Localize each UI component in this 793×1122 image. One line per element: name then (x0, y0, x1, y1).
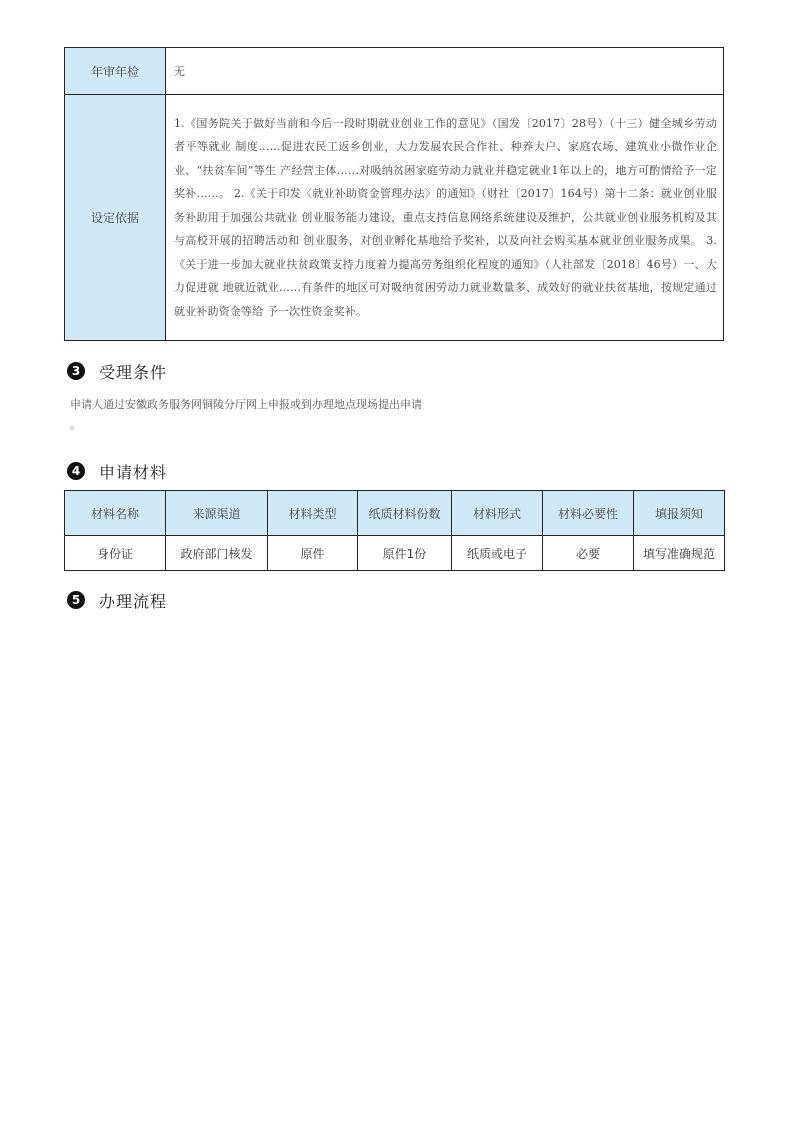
section-number-badge: 5 (67, 591, 85, 609)
acceptance-text-line1: 申请人通过安徽政务服务网铜陵分厅网上申报或到办理地点现场提出申请 (70, 398, 422, 411)
basis-cell (166, 95, 724, 341)
materials-header-row (65, 491, 725, 536)
header-cell: 材料类型 (268, 491, 358, 536)
header-cell: 来源渠道 (166, 491, 268, 536)
section-title: 受理条件 (99, 362, 168, 382)
header-cell: 填报须知 (634, 491, 725, 536)
basis-text: 1.《国务院关于做好当前和今后一段时期就业创业工作的意见》（国发〔2017〕28号）（十三）健全城乡劳动者平等就业 制度……促进农民工返乡创业，大力发展农民合作社、种养大户、家庭农场、建筑业小微作业企业、“扶贫车间”等生 产经营主体……对吸纳贫困家庭劳动力就业并稳定就业1年以上的，地方可酌情给予一定奖补……。 2.《关于印发〈就业补助资金管理办法〉的通知》（财社〔2017〕164号）第十二条：就业创业服务补助用于加强公共就业 创业服务能力建设，重点支持信息网络系统建设及维护，公共就业创业服务机构及其与高校开展的招聘活动和 创业服务，对创业孵化基地给予奖补，以及向社会购买基本就业创业服务成果。 3.《关于进一步加大就业扶贫政策支持力度着力提高劳务组织化程度的通知》（人社部发〔2018〕46号）一、大力促进就 地就近就业……有条件的地区可对吸纳贫困劳动力就业数量多、成效好的就业扶贫基地，按规定通过就业补助资金等给 予一次性资金奖补。 (174, 116, 717, 318)
table-cell: 填写准确规范 (634, 536, 725, 571)
table-cell: 原件 (268, 536, 358, 571)
info-table (64, 47, 724, 341)
table-row (65, 536, 725, 571)
annual-review-row (65, 48, 724, 95)
section-acceptance-heading (64, 359, 724, 383)
annual-review-value: 无 (166, 48, 724, 95)
table-cell: 必要 (543, 536, 634, 571)
section-number-badge: 3 (67, 362, 85, 380)
table-cell: 政府部门核发 (166, 536, 268, 571)
table-cell: 纸质或电子 (452, 536, 543, 571)
section-materials-heading (64, 459, 724, 483)
section-process-heading (64, 588, 724, 612)
acceptance-text-line2: 。 (70, 418, 81, 431)
table-cell: 身份证 (65, 536, 166, 571)
basis-row (65, 95, 724, 341)
materials-table (64, 490, 725, 571)
section-title: 办理流程 (99, 591, 168, 611)
table-cell: 原件1份 (358, 536, 452, 571)
header-cell: 材料必要性 (543, 491, 634, 536)
section-title: 申请材料 (99, 462, 168, 482)
page (64, 47, 724, 612)
annual-review-label: 年审年检 (65, 48, 166, 95)
basis-label: 设定依据 (65, 95, 166, 341)
section-number-badge: 4 (67, 462, 85, 480)
acceptance-text (70, 395, 724, 435)
header-cell: 纸质材料份数 (358, 491, 452, 536)
header-cell: 材料名称 (65, 491, 166, 536)
header-cell: 材料形式 (452, 491, 543, 536)
